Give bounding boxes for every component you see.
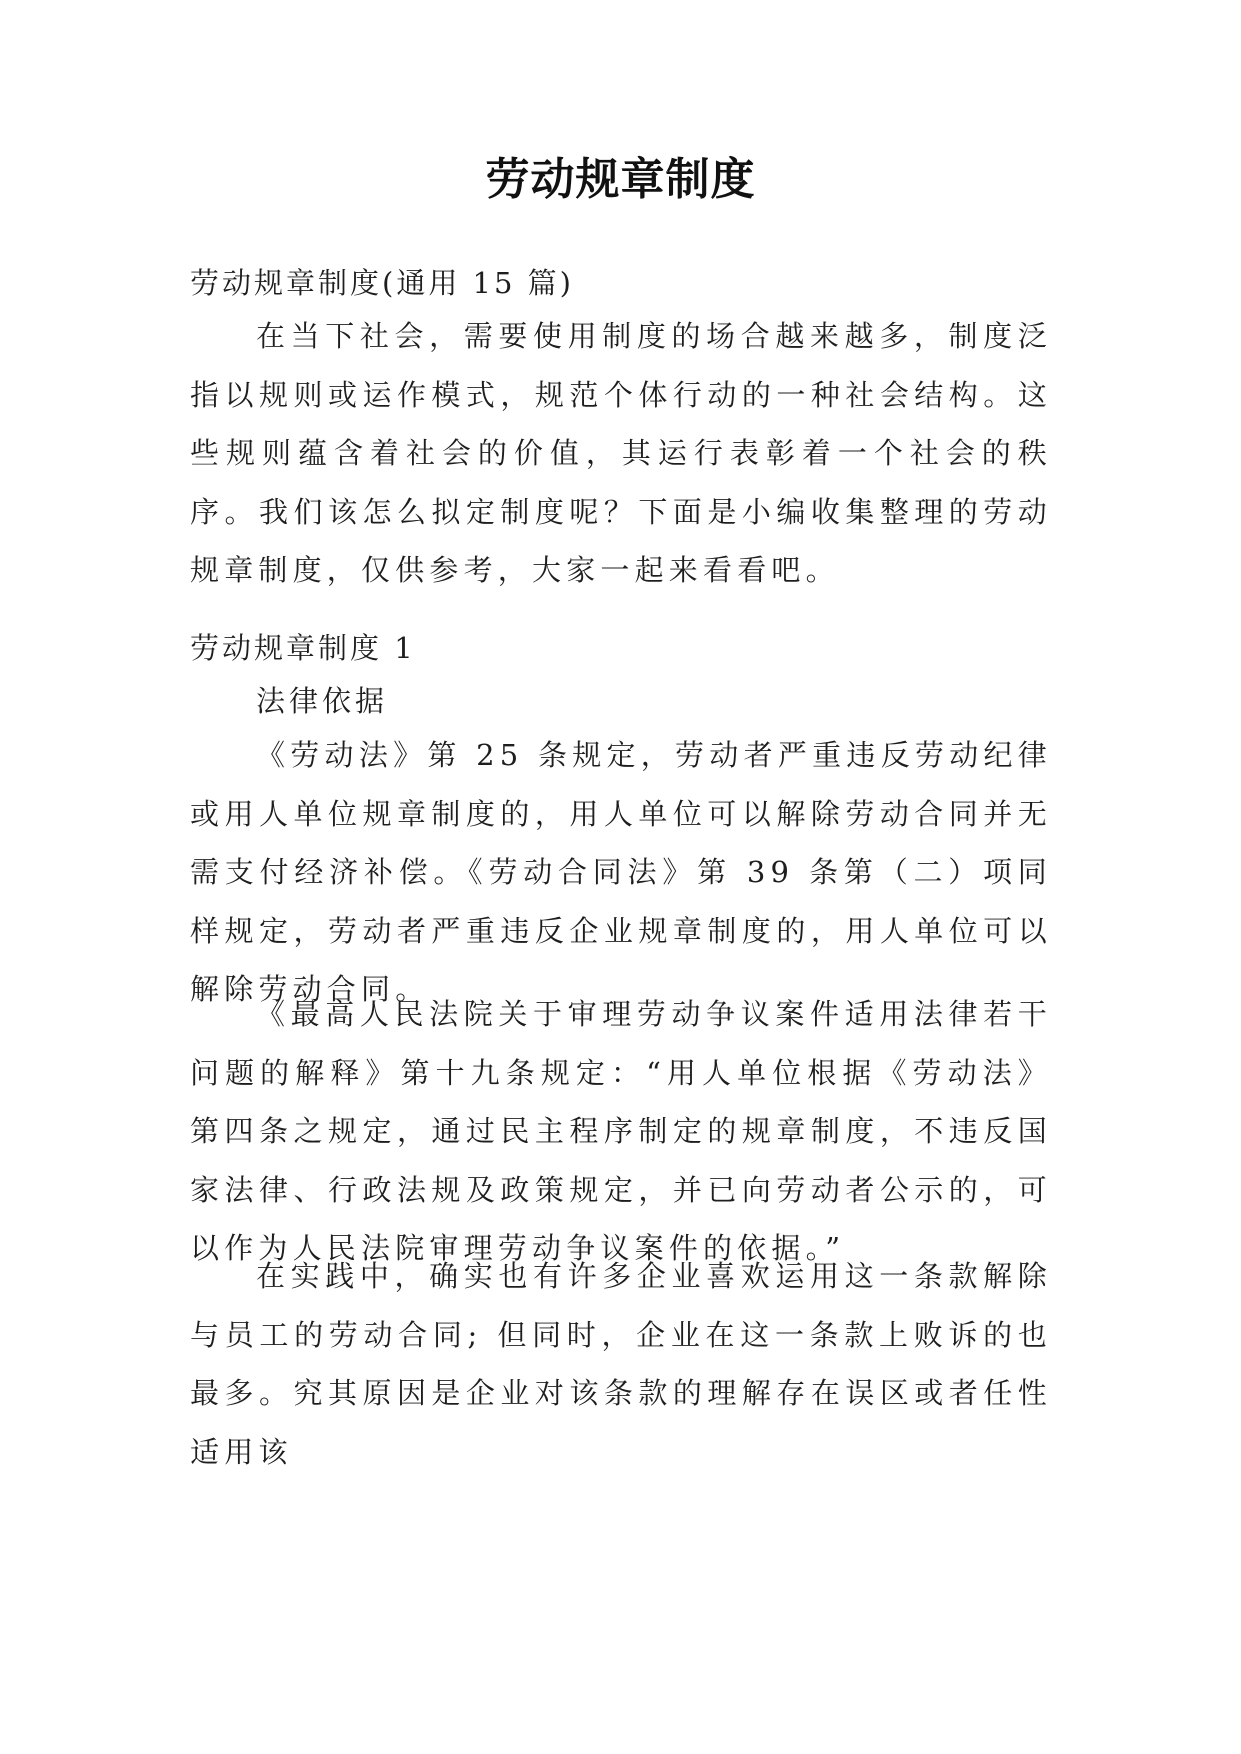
document-subtitle: 劳动规章制度(通用 15 篇) <box>190 266 574 300</box>
section-subheading: 法律依据 <box>256 684 389 718</box>
body-paragraph-labor-law: 《劳动法》第 25 条规定，劳动者严重违反劳动纪律或用人单位规章制度的，用人单位可以解除劳动合同并无需支付经济补偿。《劳动合同法》第 39 条第（二）项同样规定，劳动者严重违反企业规章制度的，用人单位可以解除劳动合同。 <box>190 738 1052 1007</box>
section-heading: 劳动规章制度 1 <box>190 631 416 665</box>
intro-paragraph: 在当下社会，需要使用制度的场合越来越多，制度泛指以规则或运作模式，规范个体行动的一种社会结构。这些规则蕴含着社会的价值，其运行表彰着一个社会的秩序。我们该怎么拟定制度呢？下面是小编收集整理的劳动规章制度，仅供参考，大家一起来看看吧。 <box>190 319 1052 588</box>
body-paragraph-supreme-court: 《最高人民法院关于审理劳动争议案件适用法律若干问题的解释》第十九条规定：“用人单位根据《劳动法》第四条之规定，通过民主程序制定的规章制度，不违反国家法律、行政法规及政策规定，并已向劳动者公示的，可以作为人民法院审理劳动争议案件的依据。” <box>190 997 1052 1266</box>
body-paragraph-practice: 在实践中，确实也有许多企业喜欢运用这一条款解除与员工的劳动合同; 但同时，企业在这一条款上败诉的也最多。究其原因是企业对该条款的理解存在误区或者任性适用该 <box>190 1259 1052 1469</box>
document-title: 劳动规章制度 <box>485 154 756 205</box>
